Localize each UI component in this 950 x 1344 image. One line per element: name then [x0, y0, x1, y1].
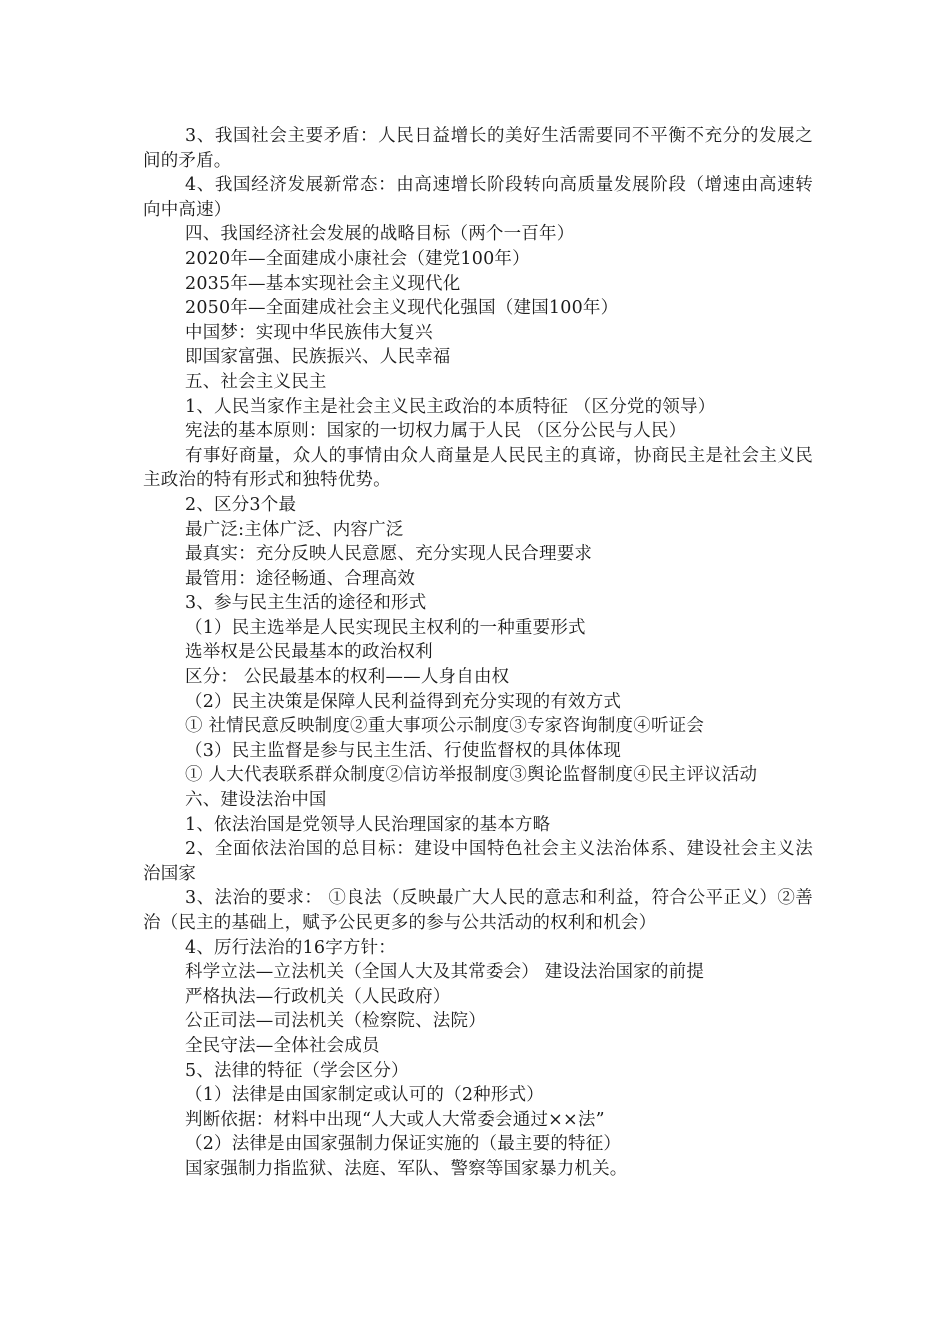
paragraph: 科学立法—立法机关（全国人大及其常委会） 建设法治国家的前提: [185, 962, 705, 983]
paragraph: 2、区分3个最: [185, 494, 297, 515]
paragraph: （2）民主决策是保障人民利益得到充分实现的有效方式: [185, 691, 622, 712]
paragraph: 2050年—全面建成社会主义现代化强国（建国100年）: [185, 298, 619, 319]
paragraph: 判断依据：材料中出现“人大或人大常委会通过××法”: [185, 1109, 605, 1130]
paragraph: 最真实：充分反映人民意愿、充分实现人民合理要求: [185, 544, 593, 565]
section-heading: 六、建设法治中国: [185, 790, 327, 811]
paragraph: 宪法的基本原则：国家的一切权力属于人民 （区分公民与人民）: [185, 421, 687, 442]
paragraph: 1、人民当家作主是社会主义民主政治的本质特征 （区分党的领导）: [185, 396, 716, 417]
paragraph: 公正司法—司法机关（检察院、法院）: [185, 1011, 486, 1032]
section-heading: 四、我国经济社会发展的战略目标（两个一百年）: [185, 224, 575, 245]
document-body: [143, 124, 813, 1182]
paragraph: 4、厉行法治的16字方针：: [185, 937, 397, 958]
paragraph: 选举权是公民最基本的政治权利: [185, 642, 433, 663]
section-heading: 五、社会主义民主: [185, 371, 327, 392]
paragraph: 国家强制力指监狱、法庭、军队、警察等国家暴力机关。: [185, 1158, 628, 1179]
paragraph: （3）民主监督是参与民主生活、行使监督权的具体体现: [185, 740, 622, 761]
paragraph: （2）法律是由国家强制力保证实施的（最主要的特征）: [185, 1134, 622, 1155]
paragraph: 2020年—全面建成小康社会（建党100年）: [185, 248, 530, 269]
paragraph: 最广泛:主体广泛、内容广泛: [185, 519, 404, 540]
paragraph: 3、参与民主生活的途径和形式: [185, 593, 427, 614]
paragraph: 3、我国社会主要矛盾：人民日益增长的美好生活需要同不平衡不充分的发展之间的矛盾。: [143, 126, 813, 171]
paragraph: ① 社情民意反映制度②重大事项公示制度③专家咨询制度④听证会: [185, 716, 705, 737]
paragraph: 即国家富强、民族振兴、人民幸福: [185, 347, 451, 368]
paragraph: 最管用：途径畅通、合理高效: [185, 568, 416, 589]
paragraph: 区分： 公民最基本的权利——人身自由权: [185, 667, 510, 688]
paragraph: 2、全面依法治国的总目标：建设中国特色社会主义法治体系、建设社会主义法治国家: [143, 839, 813, 884]
paragraph: 3、法治的要求： ①良法（反映最广大人民的意志和利益，符合公平正义）②善治（民主的基础上，赋予公民更多的参与公共活动的权利和机会）: [143, 888, 813, 933]
paragraph: 2035年—基本实现社会主义现代化: [185, 273, 461, 294]
paragraph: 有事好商量，众人的事情由众人商量是人民民主的真谛，协商民主是社会主义民主政治的特有形式和独特优势。: [143, 445, 813, 491]
paragraph: 中国梦：实现中华民族伟大复兴: [185, 322, 433, 343]
paragraph: ① 人大代表联系群众制度②信访举报制度③舆论监督制度④民主评议活动: [185, 765, 758, 786]
paragraph: 严格执法—行政机关（人民政府）: [185, 986, 451, 1007]
paragraph: 全民守法—全体社会成员: [185, 1035, 380, 1056]
paragraph: 4、我国经济发展新常态：由高速增长阶段转向高质量发展阶段（增速由高速转向中高速）: [143, 175, 813, 220]
paragraph: （1）法律是由国家制定或认可的（2种形式）: [185, 1085, 544, 1106]
paragraph: （1）民主选举是人民实现民主权利的一种重要形式: [185, 617, 586, 638]
paragraph: 1、依法治国是党领导人民治理国家的基本方略: [185, 814, 551, 835]
paragraph: 5、法律的特征（学会区分）: [185, 1060, 409, 1081]
